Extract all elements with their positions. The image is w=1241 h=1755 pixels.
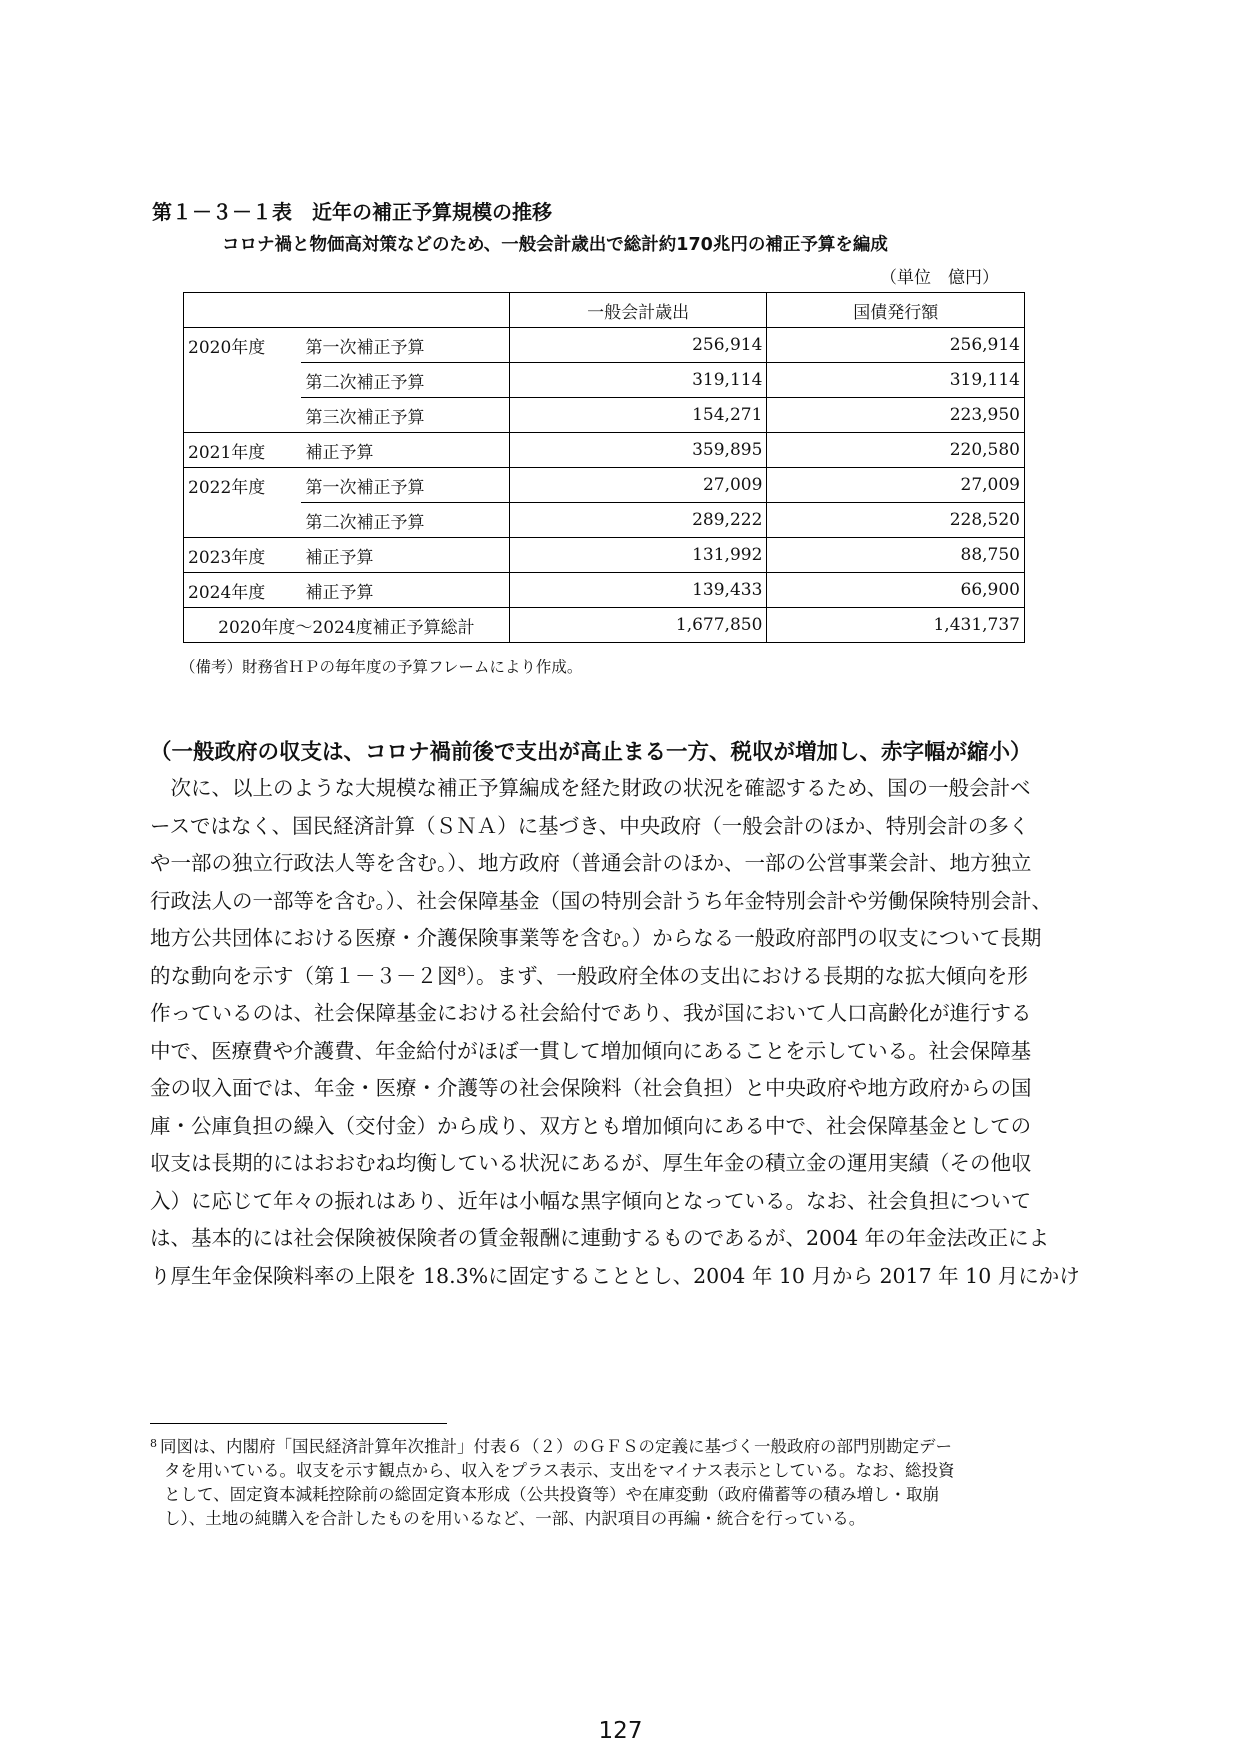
bonds-cell: 220,580 — [767, 433, 1025, 468]
item-cell: 第二次補正予算 — [301, 503, 509, 538]
item-cell: 第二次補正予算 — [301, 363, 509, 398]
footnote-line — [150, 1432, 1130, 1459]
item-cell: 補正予算 — [301, 433, 509, 468]
body-line: 庫・公庫負担の繰入（交付金）から成り、双方とも増加傾向にある中で、社会保障基金としての — [150, 1113, 1032, 1138]
expenditure-cell: 359,895 — [509, 433, 767, 468]
bonds-cell: 223,950 — [767, 398, 1025, 433]
bonds-cell: 88,750 — [767, 538, 1025, 573]
total-label-cell: 2020年度～2024度補正予算総計 — [184, 608, 510, 643]
item-cell: 補正予算 — [301, 538, 509, 573]
body-line: は、基本的には社会保険被保険者の賃金報酬に連動するものであるが、2004 年の年金法改正によ — [150, 1226, 1050, 1250]
table-row — [184, 363, 1025, 398]
table-unit: （単位 億円） — [880, 268, 999, 288]
body-line: 入）に応じて年々の振れはあり、近年は小幅な黒字傾向となっている。なお、社会負担について — [150, 1188, 1032, 1213]
body-line: 的な動向を示す（第１－３－２図⁸）。まず、一般政府全体の支出における長期的な拡大傾向を形 — [150, 963, 1028, 988]
footnote-line — [150, 1507, 1130, 1531]
footnote-marker: 8 — [150, 1437, 157, 1450]
expenditure-cell: 154,271 — [509, 398, 767, 433]
bonds-cell: 27,009 — [767, 468, 1025, 503]
year-cell: 2021年度 — [184, 433, 302, 468]
footnote-line — [150, 1483, 1130, 1507]
year-cell — [184, 503, 302, 538]
page-number: 127 — [598, 1718, 643, 1744]
year-cell: 2024年度 — [184, 573, 302, 608]
table-row — [184, 503, 1025, 538]
body-line: 収支は長期的にはおおむね均衡している状況にあるが、厚生年金の積立金の運用実績（その他収 — [150, 1151, 1032, 1175]
expenditure-cell: 139,433 — [509, 573, 767, 608]
body-line: 行政法人の一部等を含む。）、社会保障基金（国の特別会計うち年金特別会計や労働保険特別会計、 — [150, 888, 1052, 913]
budget-table — [183, 292, 1025, 643]
item-cell: 第三次補正予算 — [301, 398, 509, 433]
bonds-cell: 256,914 — [767, 328, 1025, 363]
expenditure-cell: 27,009 — [509, 468, 767, 503]
footnote-text: し）、土地の純購入を合計したものを用いるなど、一部、内訳項目の再編・統合を行っている。 — [164, 1509, 866, 1528]
body-line: 地方公共団体における医療・介護保険事業等を含む。）からなる一般政府部門の収支について長期 — [150, 926, 1042, 950]
body-paragraph — [150, 770, 1140, 1295]
footnote-text: 同図は、内閣府「国民経済計算年次推計」付表６（２）のＧＦＳの定義に基づく一般政府の部門別勘定デー — [160, 1437, 952, 1456]
header-bonds: 国債発行額 — [767, 293, 1025, 328]
expenditure-cell: 256,914 — [509, 328, 767, 363]
body-line: 金の収入面では、年金・医療・介護等の社会保険料（社会負担）と中央政府や地方政府からの国 — [150, 1076, 1032, 1100]
table-row — [184, 538, 1025, 573]
footnote-text: タを用いている。収支を示す観点から、収入をプラス表示、支出をマイナス表示としている。なお、総投資 — [164, 1461, 955, 1480]
year-cell: 2023年度 — [184, 538, 302, 573]
table-row — [184, 573, 1025, 608]
table-header-row — [184, 293, 1025, 328]
table-subtitle: コロナ禍と物価高対策などのため、一般会計歳出で総計約170兆円の補正予算を編成 — [222, 235, 888, 255]
year-cell — [184, 363, 302, 398]
year-cell: 2022年度 — [184, 468, 302, 503]
footnote-line — [150, 1459, 1130, 1483]
header-expenditure: 一般会計歳出 — [509, 293, 767, 328]
header-blank — [184, 293, 510, 328]
body-line: 作っているのは、社会保障基金における社会給付であり、我が国において人口高齢化が進行する — [150, 1001, 1032, 1025]
table-row — [184, 468, 1025, 503]
expenditure-cell: 289,222 — [509, 503, 767, 538]
body-line: 次に、以上のような大規模な補正予算編成を経た財政の状況を確認するため、国の一般会計ベ — [150, 776, 1031, 800]
bonds-cell: 228,520 — [767, 503, 1025, 538]
footnote — [150, 1432, 1130, 1531]
table-body — [184, 328, 1025, 643]
year-cell — [184, 398, 302, 433]
item-cell: 補正予算 — [301, 573, 509, 608]
bonds-cell: 319,114 — [767, 363, 1025, 398]
total-expenditure-cell: 1,677,850 — [509, 608, 767, 643]
body-line: り厚生年金保険料率の上限を 18.3%に固定することとし、2004 年 10 月から 2017 年 10 月にかけ — [150, 1263, 1080, 1288]
body-line: ースではなく、国民経済計算（ＳＮＡ）に基づき、中央政府（一般会計のほか、特別会計の多く — [150, 813, 1030, 838]
item-cell: 第一次補正予算 — [301, 468, 509, 503]
body-line: 中で、医療費や介護費、年金給付がほぼ一貫して増加傾向にあることを示している。社会保障基 — [150, 1038, 1032, 1063]
table-note: （備考）財務省ＨＰの毎年度の予算フレームにより作成。 — [180, 658, 583, 676]
body-line: や一部の独立行政法人等を含む。）、地方政府（普通会計のほか、一部の公営事業会計、地方独立 — [150, 851, 1032, 875]
total-bonds-cell: 1,431,737 — [767, 608, 1025, 643]
table-total-row — [184, 608, 1025, 643]
section-heading: （一般政府の収支は、コロナ禍前後で支出が高止まる一方、税収が増加し、赤字幅が縮小） — [150, 740, 1032, 765]
table-row — [184, 433, 1025, 468]
expenditure-cell: 319,114 — [509, 363, 767, 398]
item-cell: 第一次補正予算 — [301, 328, 509, 363]
footnote-divider — [150, 1423, 447, 1424]
table-row — [184, 398, 1025, 433]
bonds-cell: 66,900 — [767, 573, 1025, 608]
expenditure-cell: 131,992 — [509, 538, 767, 573]
table-title: 第１－３－１表 近年の補正予算規模の推移 — [152, 200, 552, 224]
table-row — [184, 328, 1025, 363]
footnote-text: として、固定資本減耗控除前の総固定資本形成（公共投資等）や在庫変動（政府備蓄等の積み増し・取崩 — [164, 1485, 940, 1504]
year-cell: 2020年度 — [184, 328, 302, 363]
